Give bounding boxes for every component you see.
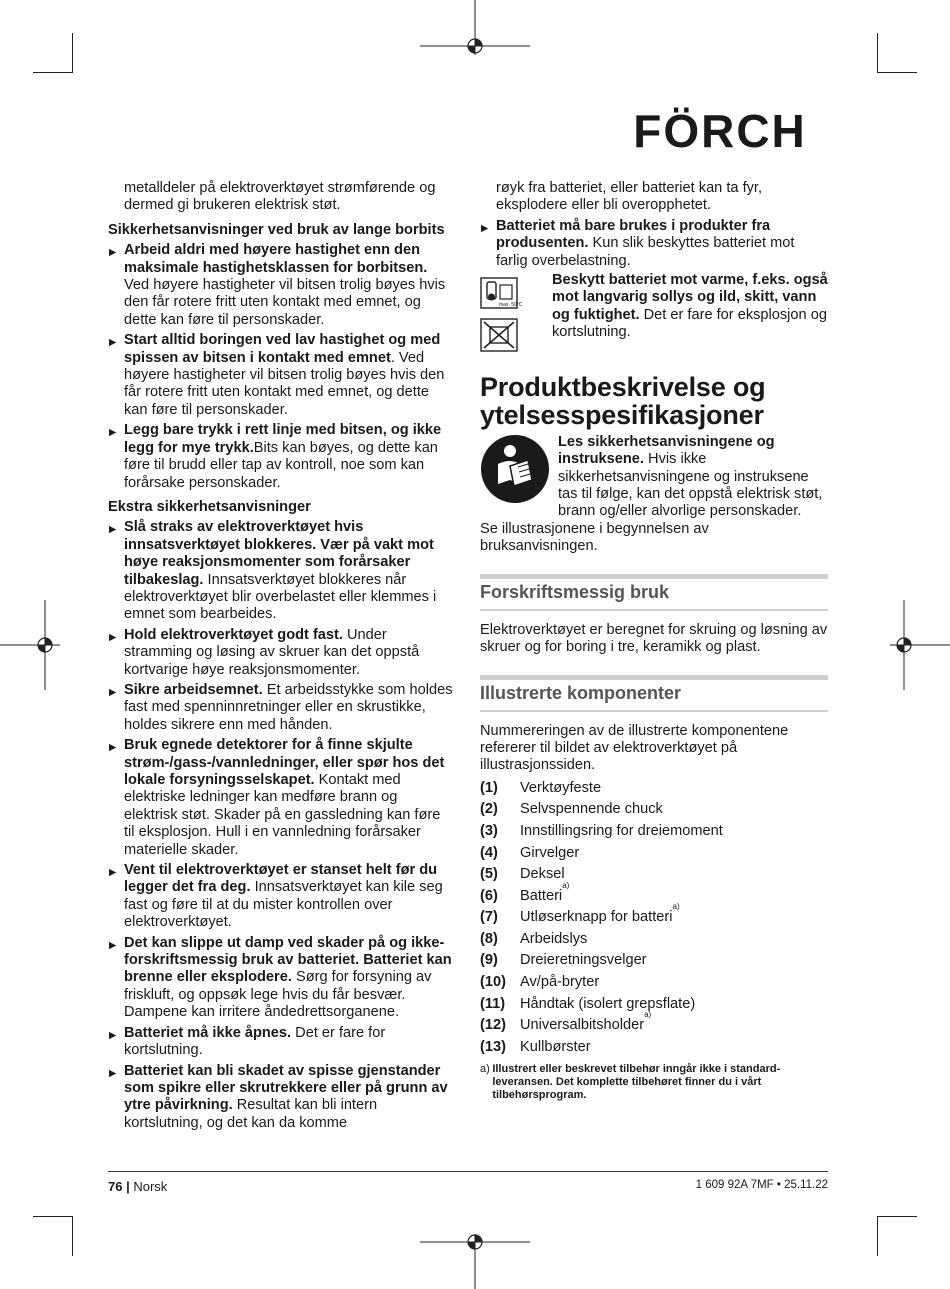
registration-mark-left-icon <box>0 600 60 690</box>
paragraph: røyk fra batteriet, eller batteriet kan ta fyr, eksplodere eller bli overopphetet. <box>496 180 763 214</box>
section-intended-use <box>480 574 828 611</box>
component-item: (7) Utløserknapp for batteri a) <box>480 902 680 926</box>
section-title: Illustrerte komponenter <box>480 682 682 703</box>
warning-icons <box>480 277 552 358</box>
logo-text: FÖRCH <box>633 105 807 157</box>
heat-warning-text: Beskytt batteriet mot varme, f.eks. også mot langvarig sollys og ild, skitt, vann og fuktighet. Det er fare for eksplosjon og kortslutning. <box>552 272 828 341</box>
read-manual-icon <box>480 434 550 504</box>
safety-bullet: ▶ Legg bare trykk i rett linje med bitsen, og ikke legg for mye trykk.Bits kan bøyes, og dette kan føre til brudd eller tap av kontroll, noe som kan forårsake personskader. <box>108 422 454 492</box>
registration-mark-top-icon <box>420 0 530 60</box>
component-item: (6) Batteri a) <box>480 880 570 904</box>
section-components <box>480 675 828 712</box>
left-column <box>108 180 454 1132</box>
page-title: Produktbeskrivelse og ytelsesspesifikasjoner <box>480 371 766 431</box>
footer-rule <box>108 1171 828 1172</box>
registration-mark-right-icon <box>890 600 950 690</box>
safety-bullet: ▶ Det kan slippe ut damp ved skader på og ikke-forskriftsmessig bruk av batteriet. Batteriet kan brenne eller eksplodere. Sørg for forsyning av friskluft, og oppsøk lege hvis du får besvær. Dampene kan irritere åndedrettsorganene. <box>108 935 454 1022</box>
component-item: (5) Deksel <box>480 866 565 883</box>
component-item: (11) Håndtak (isolert grepsflate) <box>480 995 696 1012</box>
paragraph: Elektroverktøyet er beregnet for skruing og løsning av skruer og for boring i tre, keramikk og plast. <box>480 621 828 656</box>
paragraph: Se illustrasjonene i begynnelsen av bruksanvisningen. <box>480 520 709 555</box>
safety-bullet: ▶ Sikre arbeidsemnet. Et arbeidsstykke som holdes fast med spenninnretninger eller en skrustikke, holdes sikrere enn med hånden. <box>108 682 454 734</box>
crop-mark <box>877 72 917 73</box>
component-item: (4) Girvelger <box>480 844 580 861</box>
components-list <box>480 778 828 1059</box>
component-item: (10) Av/på-bryter <box>480 974 600 991</box>
crop-mark <box>72 1216 73 1256</box>
crop-mark <box>877 1216 917 1217</box>
component-item: (1) Verktøyfeste <box>480 779 602 796</box>
heat-warning <box>480 272 828 358</box>
safety-bullet: ▶ Vent til elektroverktøyet er stanset helt før du legger det fra deg. Innsatsverktøyet kan kile seg fast og føre til at du mister kontrollen over elektroverktøyet. <box>108 862 454 932</box>
component-item: (9) Dreieretningsvelger <box>480 952 647 969</box>
paragraph: Nummereringen av de illustrerte komponentene refererer til bildet av elektroverktøyet på illustrasjonssiden. <box>480 722 789 774</box>
crop-mark <box>877 33 878 73</box>
svg-text:max. 50°C: max. 50°C <box>499 302 523 309</box>
component-item: (12) Universalbitsholder a) <box>480 1010 652 1034</box>
safety-bullet: ▶ Bruk egnede detektorer for å finne skjulte strøm-/gass-/vannledninger, eller spør hos det lokale forsyningsselskapet. Kontakt med elektriske ledninger kan medføre brann og elektrisk støt. Skader på en gassledning kan føre til eksplosjon. Hull i en vannledning forårsaker materielle skader. <box>108 737 454 859</box>
registration-mark-bottom-icon <box>420 1229 530 1289</box>
section-title: Forskriftsmessig bruk <box>480 581 670 602</box>
footnote: a) Illustrert eller beskrevet tilbehør inngår ikke i standard-leveransen. Det komplette tilbehøret finner du i vårt tilbehørsprogram. <box>480 1063 781 1102</box>
temperature-battery-icon <box>480 277 523 309</box>
component-item: (13) Kullbørster <box>480 1038 591 1055</box>
paragraph: metalldeler på elektroverktøyet strømførende og dermed gi brukeren elektrisk støt. <box>124 180 436 214</box>
footer-code: 1 609 92A 7MF • 25.11.22 <box>695 1179 828 1191</box>
crop-mark <box>33 1216 73 1217</box>
safety-bullet: ▶ Start alltid boringen ved lav hastighet og med spissen av bitsen i kontakt med emnet. Ved høyere hastigheter vil bitsen trolig bøyes hvis den får rotere fritt uten kontakt med emnet, og dette kan føre til personskader. <box>108 332 454 419</box>
crop-mark <box>877 1216 878 1256</box>
read-instructions <box>480 434 828 521</box>
safety-bullet: ▶ Batteriet må bare brukes i produkter fra produsenten. Kun slik beskyttes batteriet mot farlig overbelastning. <box>480 218 828 270</box>
component-item: (8) Arbeidslys <box>480 930 588 947</box>
safety-bullet: ▶ Batteriet kan bli skadet av spisse gjenstander som spikre eller skrutrekkere eller på grunn av ytre påvirkning. Resultat kan bli intern kortslutning, og det kan da komme <box>108 1063 454 1133</box>
forch-logo <box>612 100 828 157</box>
read-instructions-text: Les sikkerhetsanvisningene og instruksene. Hvis ikke sikkerhetsanvisningene og instruksene tas til følge, kan det oppstå elektrisk støt, brann og/eller alvorlige personskader. <box>558 433 823 520</box>
section-heading: Ekstra sikkerhetsanvisninger <box>108 498 311 515</box>
safety-bullet: ▶ Arbeid aldri med høyere hastighet enn den maksimale hastighetsklassen for borbitsen. Ved høyere hastigheter vil bitsen trolig bøyes hvis den får rotere fritt uten kontakt med emnet, og dette kan føre til personskader. <box>108 242 454 329</box>
safety-bullet: ▶ Hold elektroverktøyet godt fast. Under stramming og løsing av skruer kan det oppstå kortvarige høye reaksjonsmomenter. <box>108 627 454 679</box>
crop-mark <box>33 72 73 73</box>
component-item: (3) Innstillingsring for dreiemoment <box>480 822 723 839</box>
component-item: (2) Selvspennende chuck <box>480 801 663 818</box>
section-heading: Sikkerhetsanvisninger ved bruk av lange borbits <box>108 221 445 238</box>
safety-bullet: ▶ Slå straks av elektroverktøyet hvis innsatsverktøyet blokkeres. Vær på vakt mot høye reaksjonsmomenter som forårsaker tilbakeslag. Innsatsverktøyet blokkeres når elektroverktøyet blir overbelastet eller klemmes i emnet som bearbeides. <box>108 519 454 623</box>
no-water-fire-icon <box>480 318 518 352</box>
crop-mark <box>72 33 73 73</box>
footer-page: 76 | Norsk <box>108 1179 168 1194</box>
right-column <box>480 180 828 1102</box>
safety-bullet: ▶ Batteriet må ikke åpnes. Det er fare for kortslutning. <box>108 1025 454 1060</box>
